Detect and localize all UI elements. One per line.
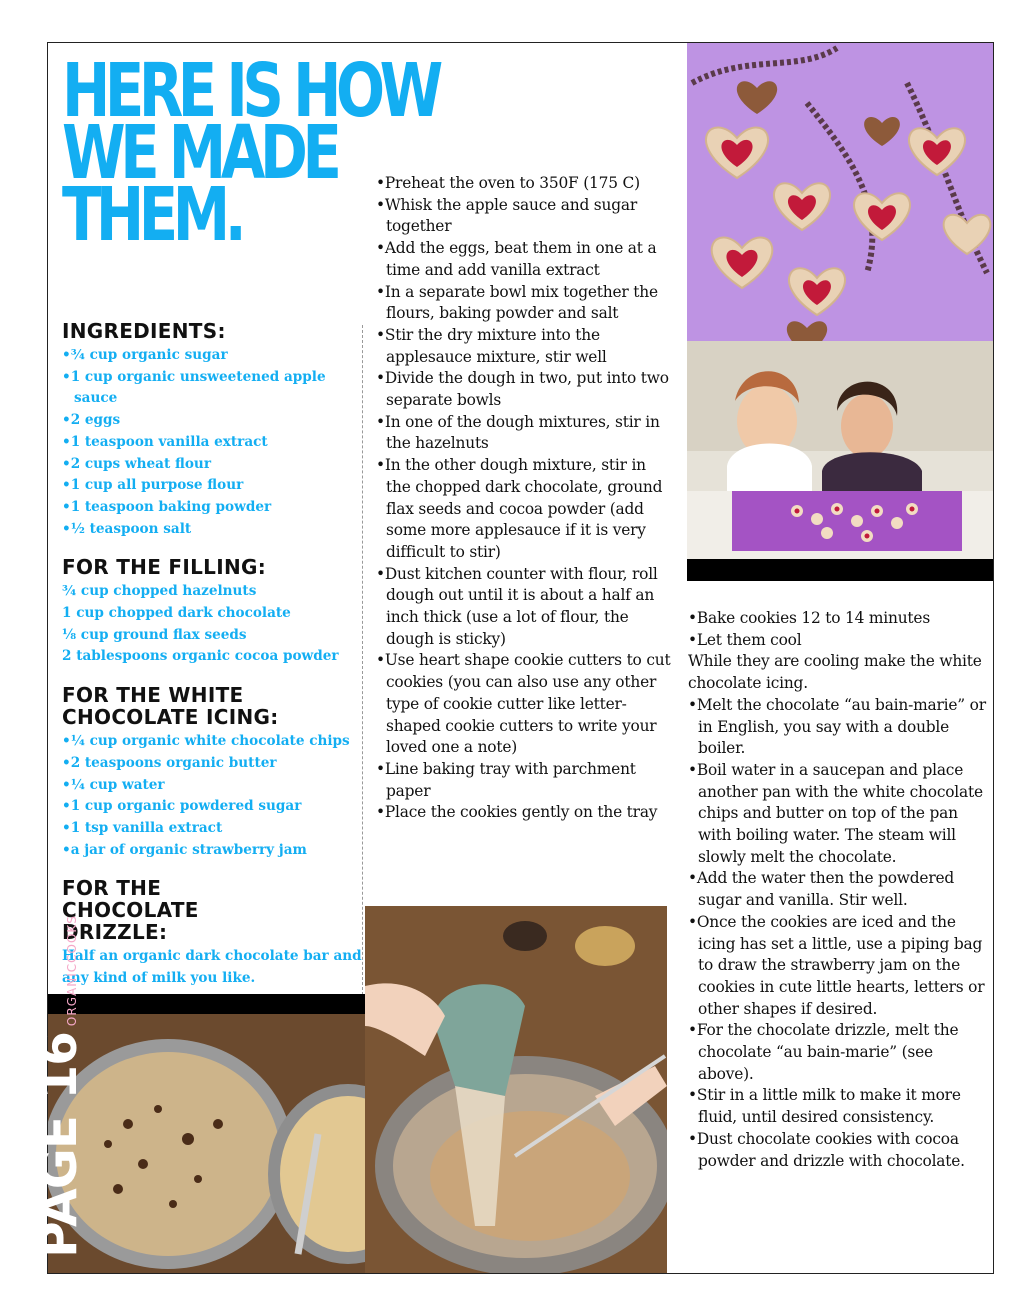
steps-list-middle xyxy=(376,173,671,824)
step-item: •For the chocolate drizzle, melt the chocolate “au bain-marie” (see above). xyxy=(688,1021,959,1083)
list-item: •1 tsp vanilla extract xyxy=(62,819,223,836)
ingredients-section xyxy=(62,320,362,540)
dough-bowls-illustration xyxy=(48,1014,365,1273)
step-item: •Add the eggs, beat them in one at a time and add vanilla extract xyxy=(376,239,657,279)
ingredients-column xyxy=(62,320,362,1006)
step-item: •Stir the dry mixture into the applesauce mixture, stir well xyxy=(376,325,607,366)
heart-cookies-illustration xyxy=(687,43,993,341)
list-item: •2 eggs xyxy=(62,412,121,429)
steps-column-middle xyxy=(376,173,671,824)
list-item: ¾ cup chopped hazelnuts xyxy=(62,583,257,600)
headline-line-1: HERE IS HOW xyxy=(62,48,438,134)
step-item: •Stir in a little milk to make it more fluid, until desired consistency. xyxy=(688,1086,961,1127)
step-item: •Preheat the oven to 350F (175 C) xyxy=(376,174,640,192)
list-item: •¾ cup organic sugar xyxy=(62,347,228,363)
steps-column-right xyxy=(688,608,988,1172)
steps-list-right xyxy=(688,695,988,1172)
step-item: •Divide the dough in two, put into two separate bowls xyxy=(376,369,669,410)
step-item: •In the other dough mixture, stir in the chopped dark chocolate, ground flax seeds and cocoa powder (add some more applesauce if it is very difficult to stir) xyxy=(376,456,663,561)
drizzle-text: Half an organic dark chocolate bar and any kind of milk you like. xyxy=(62,948,362,987)
filling-list xyxy=(62,581,362,668)
filling-section xyxy=(62,556,362,668)
step-item: •Melt the chocolate “au bain-marie” or in English, you say with a double boiler. xyxy=(688,695,986,758)
list-item: 1 cup chopped dark chocolate xyxy=(62,605,291,622)
list-item: •a jar of organic strawberry jam xyxy=(62,841,307,858)
bottom-black-band xyxy=(48,994,365,1014)
step-item: •Whisk the apple sauce and sugar together xyxy=(376,195,637,236)
icing-section xyxy=(62,684,362,861)
list-item: •1 cup all purpose flour xyxy=(62,477,244,494)
ingredients-list xyxy=(62,345,362,540)
magazine-name: ORGANICCOOKS xyxy=(65,915,79,1027)
step-item: •In a separate bowl mix together the flours, baking powder and salt xyxy=(376,282,658,323)
list-item: •¼ cup organic white chocolate chips xyxy=(62,733,350,750)
filling-title: FOR THE FILLING: xyxy=(62,555,267,580)
photo-black-band xyxy=(687,559,993,581)
page-headline xyxy=(62,48,438,258)
list-item: •1 teaspoon vanilla extract xyxy=(62,433,268,450)
dough-bowls-photo xyxy=(48,1014,365,1273)
list-item: ⅛ cup ground flax seeds xyxy=(62,626,247,643)
drizzle-section xyxy=(62,877,362,989)
step-item: •Use heart shape cookie cutters to cut cookies (you can also use any other type of cookie cutter like letter-shaped cookie cutters to write your loved one a note) xyxy=(376,651,671,757)
heart-cookies-photo xyxy=(687,43,993,341)
icing-list xyxy=(62,731,362,861)
headline-line-2: WE MADE xyxy=(62,110,337,196)
steps-list-right-top xyxy=(688,608,988,651)
ingredients-title: INGREDIENTS: xyxy=(62,319,226,343)
page-number: PAGE 16 xyxy=(30,1032,88,1258)
step-item: •Boil water in a saucepan and place another pan with the white chocolate chips and butter on top of the pan with boiling water. The steam will slowly melt the chocolate. xyxy=(688,760,983,866)
list-item: •1 cup organic unsweetened apple sauce xyxy=(62,368,326,407)
list-item: •1 teaspoon baking powder xyxy=(62,498,272,515)
step-item: •Dust chocolate cookies with cocoa powder and drizzle with chocolate. xyxy=(688,1129,965,1170)
step-item: •Place the cookies gently on the tray xyxy=(376,803,658,822)
list-item: 2 tablespoons organic cocoa powder xyxy=(62,648,339,665)
step-item: •Line baking tray with parchment paper xyxy=(376,759,636,800)
list-item: •1 cup organic powdered sugar xyxy=(62,798,302,815)
step-item: •Add the water then the powdered sugar and vanilla. Stir well. xyxy=(688,869,955,910)
step-item: •Dust kitchen counter with flour, roll dough out until it is about a half an inch thick (use a lot of flour, the dough is sticky) xyxy=(376,564,658,648)
list-item: •½ teaspoon salt xyxy=(62,520,192,537)
mixing-photo xyxy=(365,906,667,1273)
headline-line-3: THEM. xyxy=(62,172,242,258)
step-item: •Once the cookies are iced and the icing has set a little, use a piping bag to draw the strawberry jam on the cookies in cute little hearts, letters or other shapes if desired. xyxy=(688,912,985,1018)
list-item: •2 teaspoons organic butter xyxy=(62,754,277,771)
bakers-photo xyxy=(687,341,993,559)
step-item: •Bake cookies 12 to 14 minutes xyxy=(688,609,931,627)
drizzle-title: FOR THE CHOCOLATE DRIZZLE: xyxy=(62,876,199,945)
column-divider xyxy=(362,325,363,995)
icing-intro-paragraph: While they are cooling make the white chocolate icing. xyxy=(688,652,982,693)
list-item: •2 cups wheat flour xyxy=(62,455,211,472)
list-item: •¼ cup water xyxy=(62,776,165,793)
page-number-label xyxy=(30,915,88,1258)
icing-title: FOR THE WHITE CHOCOLATE ICING: xyxy=(62,683,279,730)
step-item: •Let them cool xyxy=(688,630,802,649)
step-item: •In one of the dough mixtures, stir in the hazelnuts xyxy=(376,412,660,453)
bakers-illustration xyxy=(687,341,993,559)
mixing-illustration xyxy=(365,906,667,1273)
